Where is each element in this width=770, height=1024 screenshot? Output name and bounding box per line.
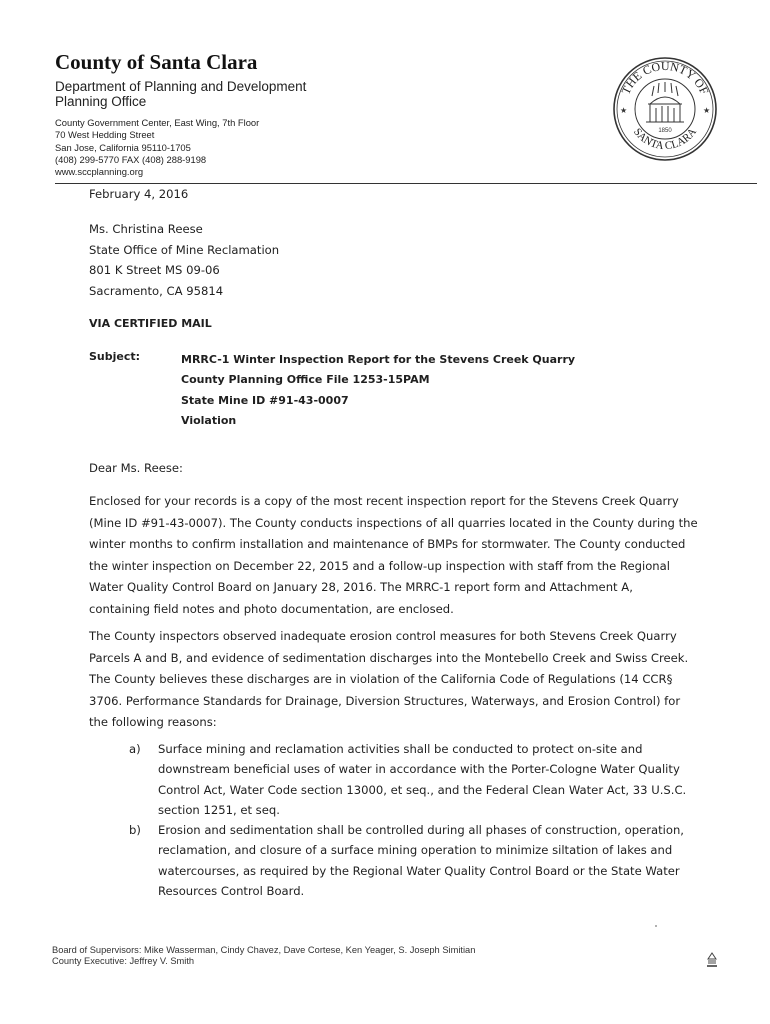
- paragraph-line: The County inspectors observed inadequate erosion control measures for both Stevens Creek Quarry: [89, 629, 677, 643]
- address-line: San Jose, California 95110-1705: [55, 141, 191, 153]
- salutation: Dear Ms. Reese:: [89, 461, 183, 475]
- organization-name: County of Santa Clara: [55, 50, 258, 74]
- paragraph-line: Water Quality Control Board on January 28, 2016. The MRRC-1 report form and Attachment A,: [89, 580, 633, 594]
- recipient-org: State Office of Mine Reclamation: [89, 242, 280, 257]
- paragraph-line: 3706. Performance Standards for Drainage, Diversion Structures, Waterways, and Erosion Control) for: [89, 693, 681, 708]
- address-line: 70 West Hedding Street: [55, 129, 155, 141]
- address-block: [55, 117, 259, 178]
- list-item-line: downstream beneficial uses of water in accordance with the Porter-Cologne Water Quality: [158, 762, 680, 777]
- letterhead-divider: [55, 183, 757, 184]
- svg-text:★: ★: [620, 106, 628, 115]
- recipient-name: Ms. Christina Reese: [89, 222, 203, 236]
- list-marker: b): [129, 823, 141, 838]
- seal-bottom-text: SANTA CLARA: [630, 126, 700, 153]
- paragraph-line: Parcels A and B, and evidence of sedimentation discharges into the Montebello Creek and Swiss Creek.: [89, 650, 689, 665]
- paragraph-line: winter months to confirm installation and maintenance of BMPs for stormwater. The County conducted: [89, 537, 686, 551]
- paragraph-line: Enclosed for your records is a copy of the most recent inspection report for the Stevens Creek Quarry: [89, 494, 679, 508]
- website-line: www.sccplanning.org: [55, 166, 144, 178]
- department-name: Department of Planning and Development: [55, 79, 307, 94]
- list-item-line: section 1251, et seq.: [158, 802, 280, 817]
- paragraph-enclosure: [89, 491, 698, 620]
- phone-fax-line: (408) 299-5770 FAX (408) 288-9198: [55, 153, 207, 165]
- paragraph-line: the following reasons:: [89, 715, 217, 729]
- letter-date: February 4, 2016: [89, 187, 189, 201]
- list-marker: a): [129, 742, 141, 756]
- address-line: County Government Center, East Wing, 7th Floor: [55, 117, 260, 128]
- delivery-method: VIA CERTIFIED MAIL: [89, 317, 212, 330]
- department-block: [55, 79, 306, 109]
- footer: [52, 945, 475, 966]
- list-item-line: watercourses, as required by the Regional Water Quality Control Board or the State Water: [158, 863, 680, 878]
- subject-line: Violation: [181, 414, 237, 428]
- list-item: [129, 739, 689, 820]
- recipient-street: 801 K Street MS 09-06: [89, 263, 220, 277]
- subject-line: State Mine ID #91-43-0007: [181, 393, 349, 407]
- subject-line: MRRC-1 Winter Inspection Report for the Stevens Creek Quarry: [181, 353, 576, 366]
- paragraph-line: containing field notes and photo documentation, are enclosed.: [89, 601, 454, 616]
- seal-year: 1850: [658, 128, 672, 134]
- list-item-line: Resources Control Board.: [158, 884, 305, 899]
- paragraph-violation: [89, 626, 689, 734]
- county-seal-icon: [612, 56, 718, 162]
- paragraph-line: the winter inspection on December 22, 2015 and a follow-up inspection with staff from the Regional: [89, 558, 670, 573]
- board-of-supervisors: Board of Supervisors: Mike Wasserman, Cindy Chavez, Dave Cortese, Ken Yeager, S. Joseph Simitian: [52, 945, 476, 955]
- seal-top-text: THE COUNTY OF: [618, 58, 712, 97]
- list-item-line: Control Act, Water Code section 13000, et seq., and the Federal Clean Water Act, 33 U.S.C.: [158, 782, 687, 797]
- recycled-paper-icon: [705, 952, 719, 968]
- subject-block: [181, 350, 575, 432]
- paragraph-line: (Mine ID #91-43-0007). The County conducts inspections of all quarries located in the County during the: [89, 515, 698, 530]
- recipient-address: [89, 219, 279, 301]
- list-item-line: reclamation, and closure of a surface mining operation to minimize siltation of lakes and: [158, 843, 673, 858]
- office-name: Planning Office: [55, 94, 147, 109]
- svg-text:★: ★: [703, 106, 711, 115]
- paragraph-line: The County believes these discharges are in violation of the California Code of Regulations (14 CCR§: [89, 672, 673, 686]
- subject-line: County Planning Office File 1253-15PAM: [181, 373, 430, 387]
- county-executive: County Executive: Jeffrey V. Smith: [52, 955, 195, 966]
- list-item: [129, 820, 689, 901]
- recipient-city: Sacramento, CA 95814: [89, 283, 224, 298]
- list-item-line: Surface mining and reclamation activities shall be conducted to protect on-site and: [158, 742, 643, 756]
- scan-speck: [655, 925, 657, 927]
- reasons-list: [129, 739, 689, 901]
- list-item-line: Erosion and sedimentation shall be controlled during all phases of construction, operation,: [158, 823, 684, 838]
- subject-label: Subject:: [89, 350, 141, 363]
